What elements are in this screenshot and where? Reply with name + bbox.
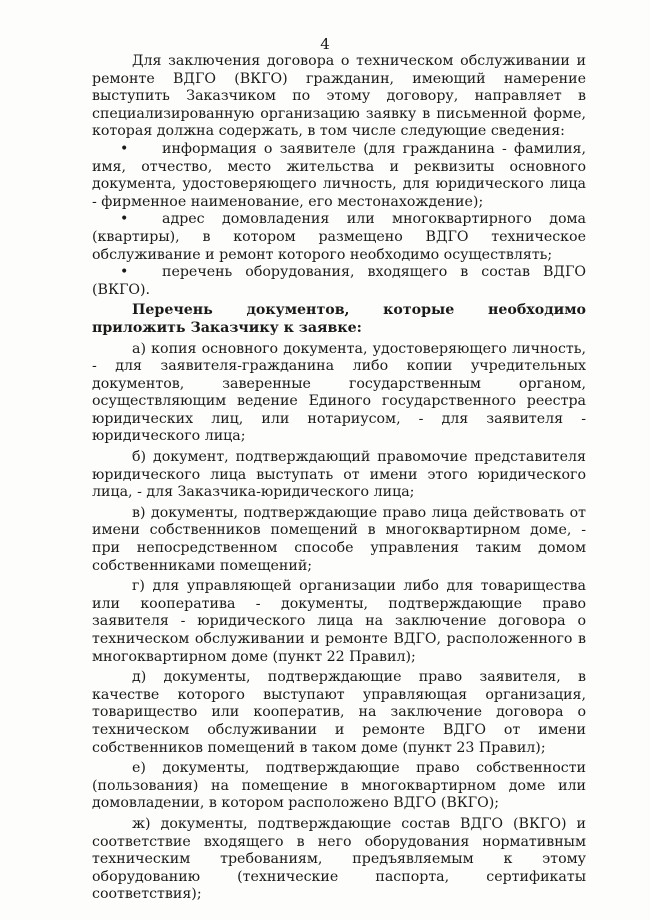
documents-heading: Перечень документов, которые необходимо приложить Заказчику к заявке: — [92, 302, 586, 336]
bullet-text: перечень оборудования, входящего в состав ВДГО (ВКГО). — [92, 264, 586, 298]
bullet-item-applicant-info — [92, 141, 586, 211]
bullet-text: адрес домовладения или многоквартирного дома (квартиры), в котором размещено ВДГО техническое обслуживание и ремонт которого необходимо осуществлять; — [92, 211, 586, 263]
list-item-e: е) документы, подтверждающие право собственности (пользования) на помещение в многоквартирном доме или домовладении, в котором расположено ВДГО (ВКГО); — [92, 760, 586, 812]
list-item-v: в) документы, подтверждающие право лица действовать от имени собственников помещений в многоквартирном доме, - при непосредственном способе управления таким домом собственниками помещений; — [92, 504, 586, 574]
bullet-icon: • — [120, 140, 129, 157]
bullet-icon: • — [120, 264, 129, 281]
document-body — [92, 53, 586, 904]
bullet-text: информация о заявителе (для гражданина - фамилия, имя, отчество, место жительства и реквизиты основного документа, удостоверяющего личность, для юридического лица - фирменное наименование, его местонахождение); — [92, 140, 586, 210]
list-item-zh: ж) документы, подтверждающие состав ВДГО (ВКГО) и соответствие входящего в него оборудования нормативным техническим требованиям, предъявляемым к этому оборудованию (технические паспорта, сертификаты соответствия); — [92, 815, 586, 903]
page-number: 4 — [320, 35, 330, 53]
bullet-item-address — [92, 211, 586, 264]
list-item-b: б) документ, подтверждающий правомочие представителя юридического лица выступать от имени этого юридического лица, - для Заказчика-юридического лица; — [92, 449, 586, 501]
bullet-item-equipment — [92, 264, 586, 299]
list-item-a: а) копия основного документа, удостоверяющего личность, - для заявителя-гражданина либо копии учредительных документов, заверенные государственным органом, осуществляющим ведение Единого государственного реестра юридических лиц, или нотариусом, - для заявителя - юридического лица; — [92, 340, 586, 445]
bullet-icon: • — [120, 211, 129, 228]
list-item-d: д) документы, подтверждающие право заявителя, в качестве которого выступают управляющая организация, товарищество или кооператив, на заключение договора о техническом обслуживании и ремонте ВДГО от имени собственников помещений в таком доме (пункт 23 Правил); — [92, 669, 586, 756]
intro-paragraph: Для заключения договора о техническом обслуживании и ремонте ВДГО (ВКГО) гражданин, имеющий намерение выступить Заказчиком по этому договору, направляет в специализированную организацию заявку в письменной форме, которая должна содержать, в том числе следующие сведения: — [92, 53, 586, 140]
list-item-g: г) для управляющей организации либо для товарищества или кооператива - документы, подтверждающие право заявителя - юридического лица на заключение договора о техническом обслуживании и ремонте ВДГО, расположенного в многоквартирном доме (пункт 22 Правил); — [92, 578, 586, 665]
